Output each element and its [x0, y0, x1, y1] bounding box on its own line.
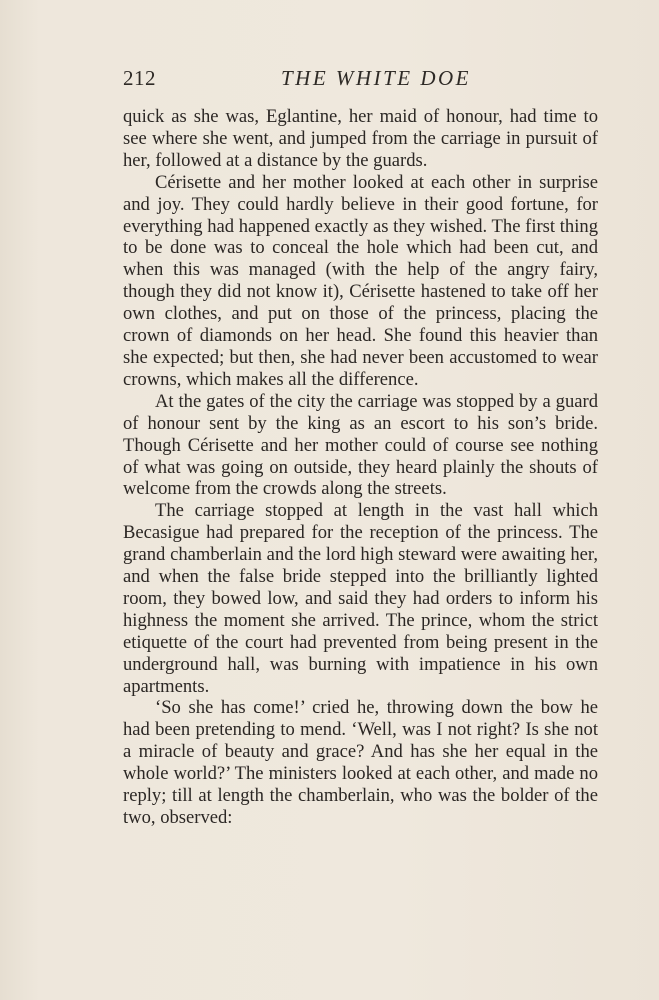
- paragraph: At the gates of the city the carriage was stopped by a guard of honour sent by the king as an escort to his son’s bride. Though Cérisette and her mother could of course see nothing of what was going on outside, they heard plainly the shouts of welcome from the crowds along the streets.: [123, 390, 598, 500]
- paragraph: Cérisette and her mother looked at each other in surprise and joy. They could hardly believe in their good fortune, for everything had happened exactly as they wished. The first thing to be done was to conceal the hole which had been cut, and when this was managed (with the help of the angry fairy, though they did not know it), Cérisette hastened to take off her own clothes, and put on those of the princess, placing the crown of diamonds on her head. She found this heavier than she expected; but then, she had never been accustomed to wear crowns, which makes all the difference.: [123, 171, 598, 390]
- running-title: THE WHITE DOE: [281, 66, 471, 90]
- body-text: [123, 106, 598, 829]
- page-number: 212: [123, 66, 156, 90]
- paragraph: The carriage stopped at length in the vast hall which Becasigue had prepared for the reception of the princess. The grand chamberlain and the lord high steward were awaiting her, and when the false bride stepped into the brilliantly lighted room, they bowed low, and said they had orders to inform his highness the moment she arrived. The prince, whom the strict etiquette of the court had prevented from being present in the underground hall, was burning with impatience in his own apartments.: [123, 500, 598, 697]
- paragraph-continued: quick as she was, Eglantine, her maid of honour, had time to see where she went, and jumped from the carriage in pursuit of her, followed at a distance by the guards.: [123, 106, 598, 171]
- paragraph: ‘So she has come!’ cried he, throwing down the bow he had been pretending to mend. ‘Well, was I not right? Is she not a miracle of beauty and grace? And has she her equal in the whole world?’ The ministers looked at each other, and made no reply; till at length the chamberlain, who was the bolder of the two, observed:: [123, 697, 598, 828]
- running-head: [123, 66, 599, 94]
